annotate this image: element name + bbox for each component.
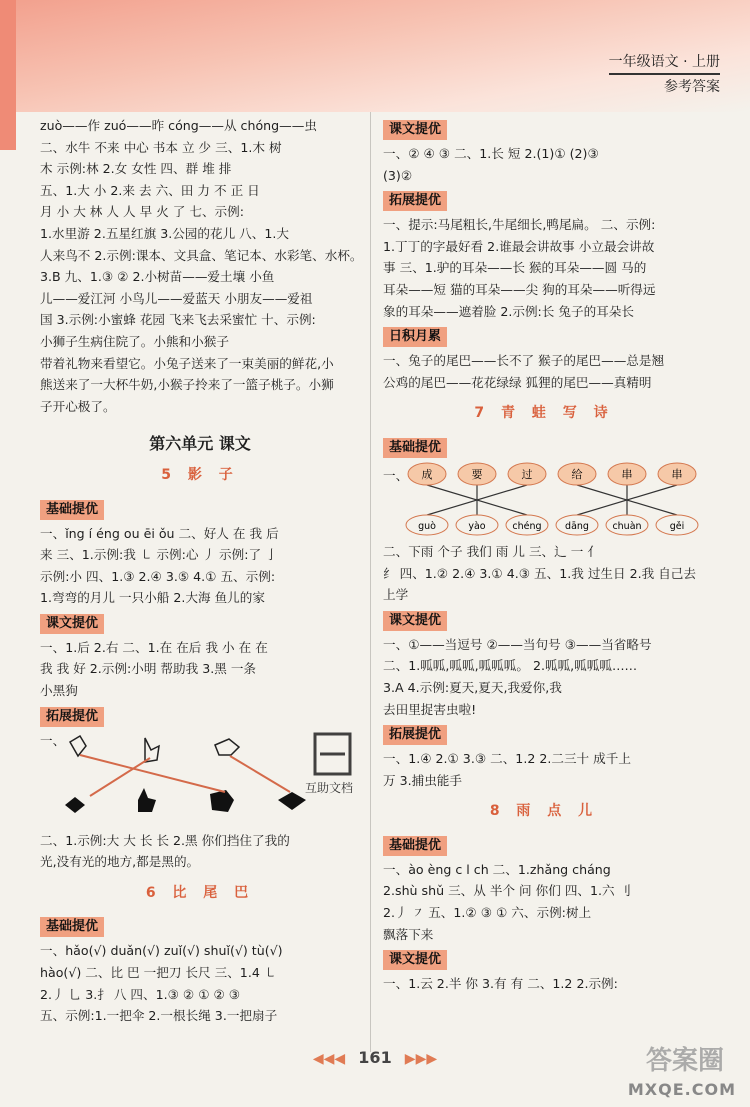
answer-line: 一、①——当逗号 ②——当句号 ③——当省略号 (383, 636, 652, 652)
answer-line: 五、1.大 小 2.来 去 六、田 力 不 正 日 (40, 182, 260, 198)
r-kewen-answers (383, 143, 705, 186)
header-title (609, 50, 720, 98)
next-arrows-icon: ▶▶▶ (404, 1051, 438, 1067)
r-tuozhan-answers (383, 214, 705, 322)
answer-line: 一、1.云 2.半 你 3.有 有 二、1.2 2.示例: (383, 976, 618, 992)
l5-kewen-tag: 课文提优 (40, 614, 104, 634)
answer-line: 一、ào èng c l ch 二、1.zhǎng cháng (383, 861, 611, 877)
answer-line: 飘落下来 (383, 926, 434, 942)
prev-arrows-icon: ◀◀◀ (312, 1051, 346, 1067)
answer-line: 一、1.④ 2.① 3.③ 二、1.2 2.二三十 成千上 (383, 751, 631, 767)
l5-tuozhan-tag: 拓展提优 (40, 707, 104, 727)
answer-line: 2.丿 ㇇ 五、1.② ③ ① 六、示例:树上 (383, 905, 592, 921)
l6-jichu-answers (40, 940, 360, 1026)
r-riji-answers (383, 350, 705, 393)
answer-line: 二、1.示例:大 大 长 长 2.黑 你们挡住了我的 (40, 832, 290, 848)
answer-line: 木 示例:林 2.女 女性 四、群 堆 排 (40, 161, 232, 177)
watermark-stamp-text: 互助文档 (305, 780, 354, 795)
frog-character: 成 (421, 467, 433, 481)
answer-line: 二、水牛 不来 中心 书本 立 少 三、1.木 树 (40, 139, 282, 155)
l5-kewen-answers (40, 637, 360, 702)
answer-line: 公鸡的尾巴——花花绿绿 狐狸的尾巴——真精明 (383, 374, 652, 390)
l7-tuozhan-tag: 拓展提优 (383, 725, 447, 745)
unit-title: 第六单元 课文 (149, 434, 251, 454)
answer-line: 子开心极了。 (40, 398, 116, 414)
right-column (383, 115, 705, 995)
answer-line: 耳朵——短 猫的耳朵——尖 狗的耳朵——听得远 (383, 281, 656, 297)
l6-jichu-tag: 基础提优 (40, 917, 104, 937)
answer-line: zuò——作 zuó——昨 cóng——从 chóng——虫 (40, 118, 317, 133)
answer-line: 一、1.后 2.右 二、1.在 在后 我 小 在 在 (40, 639, 268, 655)
r-kewen-tag: 课文提优 (383, 120, 447, 140)
shadow-matching (40, 730, 360, 830)
answer-line: 来 三、1.示例:我 ㇄ 示例:心 丿 示例:了 亅 (40, 547, 278, 563)
answer-line: 1.丁丁的字最好看 2.谁最会讲故事 小立最会讲故 (383, 238, 655, 254)
lesson-6-title: 6 比 尾 巴 (145, 884, 255, 901)
frog-character: 要 (471, 467, 483, 481)
answer-line: 我 我 好 2.示例:小明 帮助我 3.黑 一条 (40, 661, 257, 677)
frog-matching-figure (405, 461, 705, 541)
answer-line: 上学 (383, 587, 409, 603)
answer-line: 二、下雨 个子 我们 雨 儿 三、辶 一 亻 (383, 543, 600, 559)
intro-answers (40, 115, 363, 417)
frog-matching-label: 一、 (383, 467, 409, 483)
l7-kewen-tag: 课文提优 (383, 611, 447, 631)
shadow-icons (65, 788, 306, 813)
page-footer (0, 1048, 750, 1067)
answer-line: 1.水里游 2.五星红旗 3.公园的花儿 八、1.大 (40, 225, 289, 241)
l7-jichu-answers (383, 541, 705, 606)
page-number: 161 (358, 1048, 392, 1067)
l5-jichu-answers (40, 523, 360, 609)
answer-line: 带着礼物来看望它。小兔子送来了一束美丽的鲜花,小 (40, 355, 334, 371)
answer-line: 月 小 大 林 人 人 早 火 了 七、示例: (40, 204, 244, 220)
answer-line: 熊送来了一大杯牛奶,小猴子拎来了一篮子桃子。小狮 (40, 377, 334, 393)
answer-line: 3.A 4.示例:夏天,夏天,我爱你,我 (383, 679, 562, 695)
frog-character: 过 (521, 467, 533, 481)
answer-line: 儿——爱江河 小鸟儿——爱蓝天 小朋友——爱祖 (40, 290, 313, 306)
answer-line: 象的耳朵——遮着脸 2.示例:长 兔子的耳朵长 (383, 303, 634, 319)
answer-line: hào(√) 二、比 巴 一把刀 长尺 三、1.4 ㇄ (40, 965, 277, 981)
answer-line: 一、兔子的尾巴——长不了 猴子的尾巴——总是翘 (383, 353, 665, 369)
answer-line: 人来鸟不 2.示例:课本、文具盒、笔记本、水彩笔、水杯。 (40, 247, 363, 263)
answer-line: 3.B 九、1.③ ② 2.小树苗——爱土壤 小鱼 (40, 269, 275, 285)
watermark-logo: 答案圈 (645, 1046, 724, 1076)
column-divider (370, 112, 371, 1052)
book-title: 一年级语文 · 上册 (609, 50, 720, 74)
match-line-2 (90, 758, 150, 796)
answer-line: 五、示例:1.一把伞 2.一根长绳 3.一把扇子 (40, 1008, 278, 1024)
r-tuozhan-tag: 拓展提优 (383, 191, 447, 211)
answer-line: 去田里捉害虫啦! (383, 701, 477, 717)
shadow-matching-label: 一、 (40, 732, 66, 748)
answer-line: 事 三、1.驴的耳朵——长 猴的耳朵——圆 马的 (383, 260, 647, 276)
frog-matching (383, 461, 705, 541)
hand-icon-1 (70, 736, 86, 756)
lesson-5-title: 5 影 子 (161, 466, 239, 483)
l8-kewen-answers (383, 973, 705, 995)
l7-tuozhan-answers (383, 748, 705, 791)
matching-lines (80, 755, 290, 796)
dog-shadow-icon (210, 790, 234, 812)
hand-icon-3 (215, 739, 239, 755)
answer-line: 示例:小 四、1.③ 2.④ 3.⑤ 4.① 五、示例: (40, 568, 276, 584)
pinyin-text: chéng (512, 520, 542, 532)
r-riji-tag: 日积月累 (383, 327, 447, 347)
l7-kewen-answers (383, 634, 705, 720)
pinyin-text: guò (418, 520, 436, 532)
l5-tuozhan-answers (40, 830, 360, 873)
frog-character: 给 (571, 467, 583, 481)
answer-line: 一、提示:马尾粗长,牛尾细长,鸭尾扁。 二、示例: (383, 217, 656, 233)
pinyin-text: dāng (565, 520, 589, 532)
watermark-stamp (315, 734, 350, 774)
left-column (40, 115, 363, 1027)
answer-line: 纟 四、1.② 2.④ 3.① 4.③ 五、1.我 过生日 2.我 自己去 (383, 565, 696, 581)
eagle-shadow-icon (278, 792, 306, 810)
answer-line: 小黑狗 (40, 683, 78, 699)
answer-line: 一、hǎo(√) duǎn(√) zuǐ(√) shuǐ(√) tù(√) (40, 943, 283, 959)
l7-jichu-tag: 基础提优 (383, 438, 447, 458)
match-line-3 (230, 756, 290, 792)
answer-line: 小狮子生病住院了。小熊和小猴子 (40, 333, 229, 349)
section-title: 参考答案 (609, 74, 720, 98)
l5-jichu-tag: 基础提优 (40, 500, 104, 520)
pinyin-text: chuàn (612, 520, 642, 532)
answer-line: 2.丿 乚 3.扌 八 四、1.③ ② ① ② ③ (40, 986, 241, 1002)
answer-line: 国 3.示例:小蜜蜂 花园 飞来飞去采蜜忙 十、示例: (40, 312, 316, 328)
answer-line: (3)② (383, 167, 413, 183)
frog-character: 串 (671, 467, 683, 481)
answer-line: 万 3.捕虫能手 (383, 772, 462, 788)
shadow-matching-figure (50, 730, 360, 830)
answer-line: 2.shù shǔ 三、从 半个 问 你们 四、1.六 刂 (383, 883, 632, 899)
bird-shadow-icon (65, 797, 85, 813)
lesson-8-title: 8 雨 点 儿 (489, 803, 599, 820)
rabbit-shadow-icon (138, 788, 156, 812)
l8-jichu-answers (383, 859, 705, 945)
l8-kewen-tag: 课文提优 (383, 950, 447, 970)
answer-line: 一、② ④ ③ 二、1.长 短 2.(1)① (2)③ (383, 146, 599, 161)
header-tab (0, 0, 16, 150)
pinyin-text: yào (468, 520, 486, 532)
l8-jichu-tag: 基础提优 (383, 836, 447, 856)
answer-line: 光,没有光的地方,都是黑的。 (40, 854, 200, 870)
answer-line: 二、1.呱呱,呱呱,呱呱呱。 2.呱呱,呱呱呱…… (383, 658, 638, 674)
lesson-7-title: 7 青 蛙 写 诗 (474, 405, 614, 422)
watermark-site: MXQE.COM (627, 1080, 736, 1099)
answer-line: 一、ǐng í éng ou ēi ǒu 二、好人 在 我 后 (40, 525, 279, 541)
pinyin-text: gěi (669, 520, 685, 532)
frog-character: 串 (621, 467, 633, 481)
hand-icon-2 (145, 738, 159, 762)
answer-line: 1.弯弯的月儿 一只小船 2.大海 鱼儿的家 (40, 590, 265, 606)
